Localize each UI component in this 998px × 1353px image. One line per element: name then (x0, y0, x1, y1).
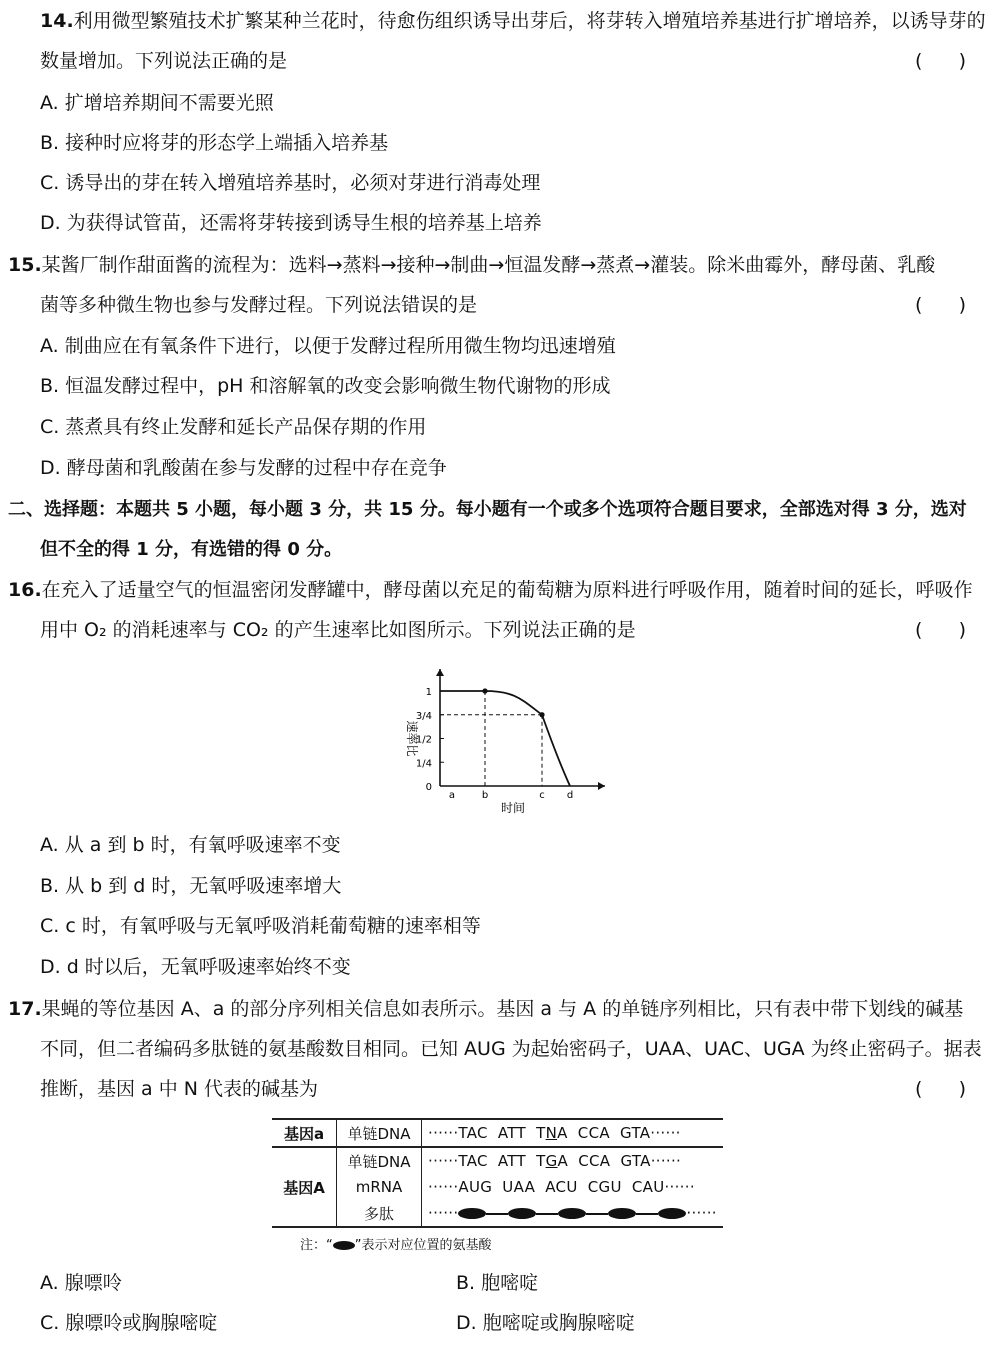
q15-option-d: D. 酵母菌和乳酸菌在参与发酵的过程中存在竞争 (40, 457, 447, 479)
q17-option-d: D. 胞嘧啶或胸腺嘧啶 (456, 1312, 635, 1334)
note-prefix: 注：“ (300, 1238, 333, 1253)
q15-stem-line1 (8, 252, 935, 278)
q16-answer-paren: ( ) (914, 619, 966, 641)
q17-answer-paren: ( ) (914, 1078, 966, 1100)
gene-A-label: 基因A (272, 1147, 337, 1227)
q16-stem-line2: 用中 O₂ 的消耗速率与 CO₂ 的产生速率比如图所示。下列说法正确的是 (40, 619, 636, 641)
gene-a-sequence (422, 1119, 723, 1147)
gene-a-seq-pre: ······TAC ATT T (428, 1124, 546, 1142)
q16-option-c: C. c 时，有氧呼吸与无氧呼吸消耗葡萄糖的速率相等 (40, 915, 481, 937)
q14-option-d: D. 为获得试管苗，还需将芽转接到诱导生根的培养基上培养 (40, 212, 542, 234)
gene-A-mrna-sequence: ······AUG UAA ACU CGU CAU······ (428, 1178, 695, 1196)
q17-stem-line1 (8, 996, 963, 1022)
gene-a-seq-underlined: N (545, 1124, 558, 1142)
x-tick-label-b: b (481, 790, 489, 801)
table-row-gene-a (272, 1119, 723, 1147)
table-row-gene-A-dna (272, 1147, 723, 1174)
y-tick-label-0: 0 (425, 782, 432, 793)
q16-option-b: B. 从 b 到 d 时，无氧呼吸速率增大 (40, 875, 342, 897)
y-tick-label-2: 1/2 (415, 734, 432, 746)
peptide-bond-3 (586, 1213, 608, 1215)
gene-A-seq-pre: ······TAC ATT T (428, 1152, 546, 1170)
q15-number: 15. (8, 254, 42, 276)
q14-answer-paren: ( ) (914, 50, 966, 72)
q14-number: 14. (40, 10, 74, 32)
q16-option-a: A. 从 a 到 b 时，有氧呼吸速率不变 (40, 834, 341, 856)
note-suffix: ”表示对应位置的氨基酸 (354, 1238, 492, 1253)
q15-option-b: B. 恒温发酵过程中，pH 和溶解氧的改变会影响微生物代谢物的形成 (40, 375, 611, 397)
x-tick-label-a: a (448, 790, 456, 801)
table-row-gene-A-peptide (272, 1200, 723, 1227)
x-axis-arrow (598, 782, 605, 790)
gene-A-dna-kind: 单链DNA (337, 1147, 422, 1174)
peptide-dots: ······ (428, 1204, 459, 1222)
q15-option-a: A. 制曲应在有氧条件下进行，以便于发酵过程所用微生物均迅速增殖 (40, 335, 616, 357)
point-b (482, 688, 487, 693)
x-axis-label: 时间 (500, 801, 526, 815)
gene-a-kind: 单链DNA (337, 1119, 422, 1147)
y-axis-arrow (436, 669, 444, 676)
q16-option-d: D. d 时以后，无氧呼吸速率始终不变 (40, 956, 351, 978)
x-tick-label-c: c (539, 790, 545, 801)
peptide-bond-1 (486, 1213, 508, 1215)
section2-heading-line1: 二、选择题：本题共 5 小题，每小题 3 分，共 15 分。每小题有一个或多个选项符合题目要求，全部选对得 3 分，选对 (8, 499, 967, 520)
y-tick-label-3: 3/4 (415, 710, 432, 722)
amino-acid-3 (558, 1208, 586, 1219)
gene-A-dna-sequence (422, 1147, 723, 1174)
q16-number: 16. (8, 579, 42, 601)
gene-A-seq-post: A CCA GTA······ (557, 1152, 682, 1170)
y-tick-label-4: 1 (425, 687, 432, 698)
rate-ratio-curve (440, 691, 570, 786)
q17-option-a: A. 腺嘌呤 (40, 1272, 122, 1294)
gene-a-label: 基因a (272, 1119, 337, 1147)
q17-option-b: B. 胞嘧啶 (456, 1272, 539, 1294)
q14-option-a: A. 扩增培养期间不需要光照 (40, 92, 274, 114)
q14-option-b: B. 接种时应将芽的形态学上端插入培养基 (40, 132, 389, 154)
q16-stem-line1 (8, 577, 973, 603)
q15-text1: 某酱厂制作甜面酱的流程为：选料→蒸料→接种→制曲→恒温发酵→蒸煮→灌装。除米曲霉外，酵母菌、乳酸 (41, 254, 936, 276)
amino-acid-2 (508, 1208, 536, 1219)
q14-text1: 利用微型繁殖技术扩繁某种兰花时，待愈伤组织诱导出芽后，将芽转入增殖培养基进行扩增培养，以诱导芽的 (73, 10, 986, 32)
amino-acid-4 (608, 1208, 636, 1219)
amino-acid-5 (658, 1208, 686, 1219)
gene-a-seq-post: A CCA GTA······ (557, 1124, 681, 1142)
peptide-bond-2 (536, 1213, 558, 1215)
table-row-gene-A-mrna (272, 1174, 723, 1200)
section2-heading-line2: 但不全的得 1 分，有选错的得 0 分。 (40, 539, 343, 560)
peptide-dots-end: ······ (686, 1204, 717, 1222)
q15-answer-paren: ( ) (914, 294, 966, 316)
x-tick-label-d: d (566, 790, 574, 801)
q14-option-c: C. 诱导出的芽在转入增殖培养基时，必须对芽进行消毒处理 (40, 172, 541, 194)
q15-stem-line2: 菌等多种微生物也参与发酵过程。下列说法错误的是 (40, 294, 478, 316)
table-note (300, 1234, 492, 1253)
q17-option-c: C. 腺嘌呤或胸腺嘧啶 (40, 1312, 218, 1334)
q14-stem-line2: 数量增加。下列说法正确的是 (40, 50, 288, 72)
q17-stem-line2: 不同，但二者编码多肽链的氨基酸数目相同。已知 AUG 为起始密码子，UAA、UAC、UGA 为终止密码子。据表 (40, 1038, 982, 1060)
point-c (539, 712, 544, 717)
y-tick-label-1: 1/4 (415, 758, 432, 770)
rate-ratio-chart (390, 656, 620, 816)
peptide-bond-4 (636, 1213, 658, 1215)
gene-sequence-table (272, 1118, 723, 1228)
q17-number: 17. (8, 998, 42, 1020)
y-axis-label: 速率比 (405, 720, 419, 757)
amino-acid-1 (458, 1208, 486, 1219)
q17-text1: 果蝇的等位基因 A、a 的部分序列相关信息如表所示。基因 a 与 A 的单链序列相比，只有表中带下划线的碱基 (41, 998, 964, 1020)
amino-acid-legend-icon (333, 1241, 355, 1250)
q16-text1: 在充入了适量空气的恒温密闭发酵罐中，酵母菌以充足的葡萄糖为原料进行呼吸作用，随着时间的延长，呼吸作 (41, 579, 973, 601)
q14-stem-line1 (40, 8, 986, 34)
gene-A-seq-underlined: G (545, 1152, 558, 1170)
q17-stem-line3: 推断，基因 a 中 N 代表的碱基为 (40, 1078, 319, 1100)
q15-option-c: C. 蒸煮具有终止发酵和延长产品保存期的作用 (40, 416, 427, 438)
gene-A-mrna-kind: mRNA (337, 1174, 422, 1200)
chart-layer (405, 669, 605, 815)
gene-A-peptide-kind: 多肽 (337, 1200, 422, 1227)
gene-A-peptide-chain (422, 1200, 723, 1227)
